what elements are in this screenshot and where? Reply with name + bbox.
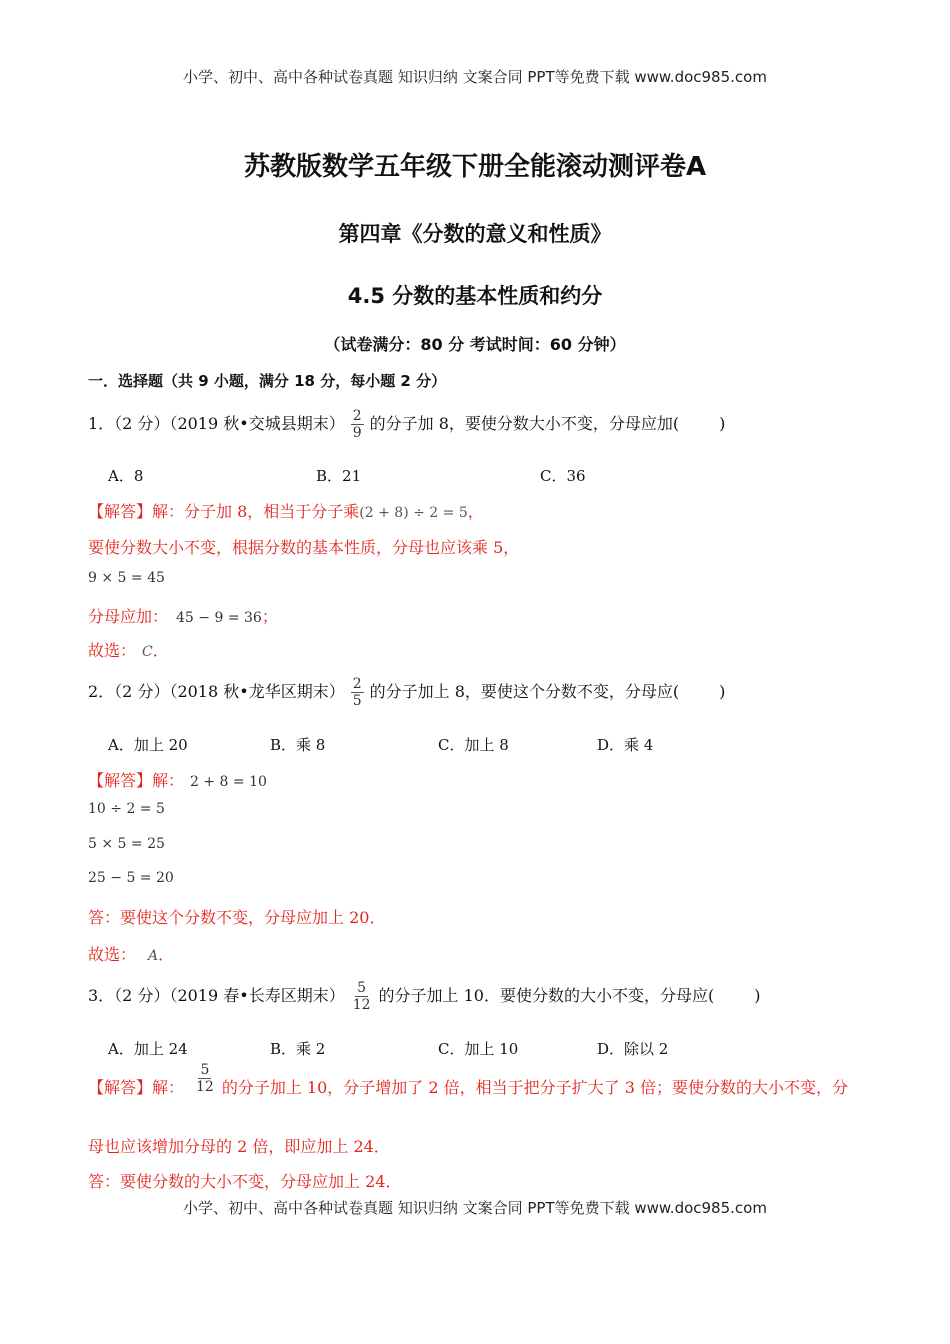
q2-option-d: D．乘 4 [597,736,654,754]
q2-answer-line1: 【解答】解： 2 + 8 = 10 [88,771,267,790]
q2-text: 的分子加上 8，要使这个分数不变，分母应( [369,682,680,701]
q3-answer-statement: 答：要使分数的大小不变，分母应加上 24． [88,1172,402,1191]
q3-option-a: A．加上 24 [108,1040,188,1058]
q1-answer-line1: 【解答】解：分子加 8，相当于分子乘(2 + 8) ÷ 2 = 5， [88,502,484,521]
q1-choice: 故选： C． [88,641,169,660]
q3-answer-line1: 【解答】解： $\frac{5}{12}$ 的分子加上 10，分子增加了 2 倍，相当于把分子扩大了 3 倍；要使分数的大小不变，分 [88,1062,848,1097]
q1-option-a: A．8 [108,467,144,485]
q2-option-b: B．乘 8 [270,736,326,754]
q3-option-d: D．除以 2 [597,1040,669,1058]
q3-prefix: 3．（2 分）（2019 春•长寿区期末） [88,986,345,1005]
q2-answer-line4: 25 − 5 = 20 [88,870,174,886]
top-banner: 小学、初中、高中各种试卷真题 知识归纳 文案合同 PPT等免费下载 www.doc985.com [183,68,767,86]
page-title: 苏教版数学五年级下册全能滚动测评卷A [243,152,707,182]
chapter-title: 第四章《分数的意义和性质》 [338,222,612,246]
q1-answer-line3: 9 × 5 = 45 [88,570,165,586]
question-3: 3．（2 分）（2019 春•长寿区期末） $\frac{5}{12}$ 的分子加上 10．要使分数的大小不变，分母应( ) [88,980,761,1013]
q2-answer-line3: 5 × 5 = 25 [88,836,165,852]
q2-answer-statement: 答：要使这个分数不变，分母应加上 20． [88,908,386,927]
q3-answer-fraction: $\frac{5}{12}$ [196,1062,214,1095]
question-2: 2．（2 分）（2018 秋•龙华区期末） $\frac{2}{5}$ 的分子加上 8，要使这个分数不变，分母应( ) [88,676,726,709]
exam-info: （试卷满分：80 分 考试时间：60 分钟） [324,335,626,354]
q1-fraction: $\frac{2}{9}$ [352,408,362,441]
q2-option-a: A．加上 20 [108,736,188,754]
q1-option-b: B．21 [316,467,362,485]
bottom-banner: 小学、初中、高中各种试卷真题 知识归纳 文案合同 PPT等免费下载 www.doc985.com [183,1199,767,1217]
part-heading: 一．选择题（共 9 小题，满分 18 分，每小题 2 分） [88,372,447,390]
q1-option-c: C．36 [540,467,586,485]
section-title: 4.5 分数的基本性质和约分 [347,284,603,308]
q1-answer-line4: 分母应加： 45 − 9 = 36； [88,607,278,626]
q2-answer-line2: 10 ÷ 2 = 5 [88,801,165,817]
q2-prefix: 2．（2 分）（2018 秋•龙华区期末） [88,682,345,701]
q3-answer-line2: 母也应该增加分母的 2 倍，即应加上 24． [88,1137,390,1156]
q2-option-c: C．加上 8 [438,736,509,754]
q1-text: 的分子加 8，要使分数大小不变，分母应加( [369,414,680,433]
q1-prefix: 1．（2 分）（2019 秋•交城县期末） [88,414,345,433]
q3-option-b: B．乘 2 [270,1040,326,1058]
q1-answer-line2: 要使分数大小不变，根据分数的基本性质，分母也应该乘 5， [88,538,520,557]
q3-fraction: $\frac{5}{12}$ [352,980,371,1013]
q2-fraction: $\frac{2}{5}$ [352,676,362,709]
q3-text: 的分子加上 10．要使分数的大小不变，分母应( [378,986,715,1005]
question-1: 1．（2 分）（2019 秋•交城县期末） $\frac{2}{9}$ 的分子加 8，要使分数大小不变，分母应加( ) [88,408,726,441]
q2-choice: 故选： A． [88,945,175,964]
q3-option-c: C．加上 10 [438,1040,519,1058]
